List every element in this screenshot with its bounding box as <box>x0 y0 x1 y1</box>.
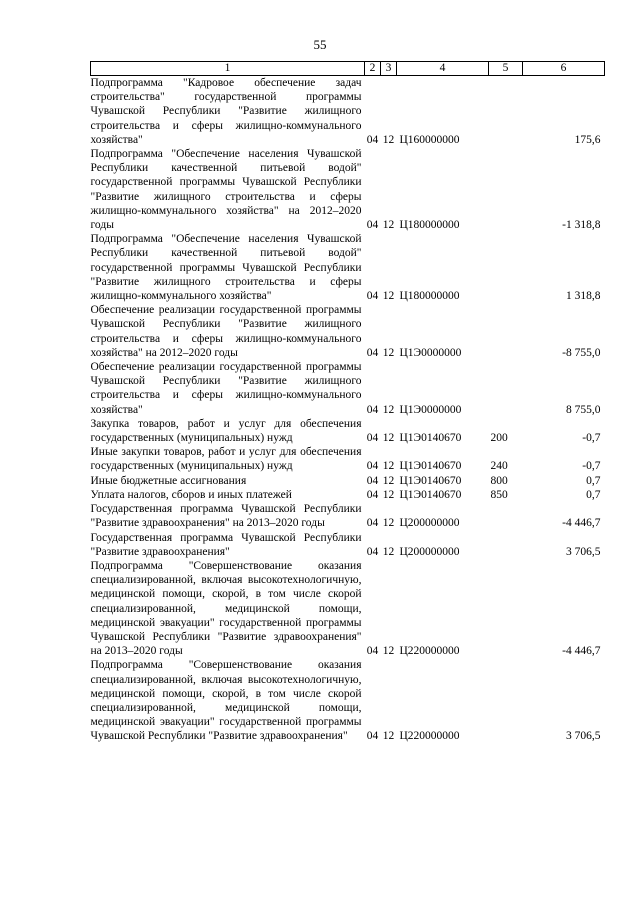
row-subsection: 12 <box>382 432 395 445</box>
table-row <box>91 445 605 473</box>
row-target-article: Ц1Э0140670 <box>399 460 462 473</box>
row-subsection: 12 <box>382 488 395 501</box>
table-row <box>91 147 605 232</box>
row-expense-type <box>489 658 523 743</box>
table-row <box>91 417 605 445</box>
row-target-article: Ц220000000 <box>399 645 460 658</box>
row-section: 04 <box>366 346 379 359</box>
row-target-article: Ц1Э0000000 <box>399 403 462 416</box>
row-section: 04 <box>366 219 379 232</box>
row-amount: 175,6 <box>574 133 601 146</box>
table-row <box>91 76 605 148</box>
row-subsection: 12 <box>382 730 395 743</box>
row-section: 04 <box>366 645 379 658</box>
table-row <box>91 360 605 417</box>
row-expense-type <box>489 531 523 559</box>
row-target-article: Ц180000000 <box>399 290 460 303</box>
row-expense-type: 800 <box>490 474 508 487</box>
table-row <box>91 531 605 559</box>
header-col-5: 5 <box>489 62 523 76</box>
row-subsection: 12 <box>382 133 395 146</box>
header-col-1: 1 <box>91 62 365 76</box>
row-name: Иные закупки товаров, работ и услуг для обеспечения государственных (муниципальных) нужд <box>90 446 362 473</box>
row-amount: -1 318,8 <box>562 219 601 232</box>
row-section: 04 <box>366 403 379 416</box>
row-expense-type <box>489 303 523 360</box>
row-target-article: Ц200000000 <box>399 517 460 530</box>
row-amount: -0,7 <box>582 460 601 473</box>
header-col-3: 3 <box>381 62 397 76</box>
page-number: 55 <box>313 37 327 52</box>
row-amount: -4 446,7 <box>562 645 601 658</box>
header-col-6: 6 <box>523 62 605 76</box>
row-name: Подпрограмма "Совершенствование оказания специализированной, включая высокотехнологичную, медицинской помощи, скорой, в том числе скорой специализированной, медицинской помощи, медицинской эвакуации" государственной программы Чувашской Республики "Развитие здравоохранения" <box>90 659 362 743</box>
row-target-article: Ц180000000 <box>399 219 460 232</box>
row-target-article: Ц1Э0000000 <box>399 346 462 359</box>
table-body <box>91 76 605 744</box>
row-expense-type: 240 <box>490 460 508 473</box>
row-target-article: Ц160000000 <box>399 133 460 146</box>
row-subsection: 12 <box>382 517 395 530</box>
row-subsection: 12 <box>382 219 395 232</box>
row-amount: 1 318,8 <box>566 290 601 303</box>
header-col-2: 2 <box>365 62 381 76</box>
row-expense-type <box>489 502 523 530</box>
row-section: 04 <box>366 133 379 146</box>
row-name: Подпрограмма "Обеспечение населения Чувашской Республики качественной питьевой водой" государственной программы Чувашской Республики "Развитие жилищного строительства и сферы жилищно-коммунального хозяйства" на 2012–2020 годы <box>90 148 362 232</box>
row-name: Подпрограмма "Совершенствование оказания специализированной, включая высокотехнологичную, медицинской помощи, скорой, в том числе скорой специализированной, медицинской помощи, медицинской эвакуации" государственной программы Чувашской Республики "Развитие здравоохранения" на 2013–2020 годы <box>90 559 362 658</box>
row-subsection: 12 <box>382 460 395 473</box>
row-amount: 0,7 <box>586 488 601 501</box>
row-subsection: 12 <box>382 474 395 487</box>
row-expense-type <box>489 76 523 148</box>
row-target-article: Ц1Э0140670 <box>399 474 462 487</box>
row-name: Государственная программа Чувашской Республики "Развитие здравоохранения" на 2013–2020 годы <box>90 503 362 530</box>
row-section: 04 <box>366 517 379 530</box>
row-section: 04 <box>366 545 379 558</box>
row-target-article: Ц220000000 <box>399 730 460 743</box>
row-subsection: 12 <box>382 645 395 658</box>
row-name: Обеспечение реализации государственной программы Чувашской Республики "Развитие жилищного строительства и сферы жилищно-коммунального хозяйства" на 2012–2020 годы <box>90 304 362 359</box>
row-section: 04 <box>366 460 379 473</box>
row-expense-type: 200 <box>490 432 508 445</box>
row-amount: 8 755,0 <box>566 403 601 416</box>
row-amount: -0,7 <box>582 432 601 445</box>
row-amount: 3 706,5 <box>566 545 601 558</box>
row-name: Обеспечение реализации государственной программы Чувашской Республики "Развитие жилищного строительства и сферы жилищно-коммунального хозяйства" <box>90 361 362 416</box>
row-expense-type: 850 <box>490 488 508 501</box>
row-section: 04 <box>366 432 379 445</box>
row-section: 04 <box>366 488 379 501</box>
row-section: 04 <box>366 290 379 303</box>
row-subsection: 12 <box>382 346 395 359</box>
row-name: Закупка товаров, работ и услуг для обеспечения государственных (муниципальных) нужд <box>90 417 362 445</box>
row-section: 04 <box>366 730 379 743</box>
table-row <box>91 488 605 502</box>
row-subsection: 12 <box>382 403 395 416</box>
row-section: 04 <box>366 474 379 487</box>
row-name: Иные бюджетные ассигнования <box>90 474 247 487</box>
row-expense-type <box>489 147 523 232</box>
row-amount: -8 755,0 <box>562 346 601 359</box>
row-expense-type <box>489 559 523 658</box>
row-expense-type <box>489 360 523 417</box>
row-target-article: Ц1Э0140670 <box>399 432 462 445</box>
row-expense-type <box>489 232 523 303</box>
header-col-4: 4 <box>397 62 489 76</box>
table-header <box>91 62 605 76</box>
row-name: Государственная программа Чувашской Республики "Развитие здравоохранения" <box>90 531 362 558</box>
budget-table <box>90 61 605 744</box>
row-subsection: 12 <box>382 290 395 303</box>
row-amount: -4 446,7 <box>562 517 601 530</box>
row-subsection: 12 <box>382 545 395 558</box>
table-row <box>91 232 605 303</box>
row-amount: 0,7 <box>586 474 601 487</box>
row-amount: 3 706,5 <box>566 730 601 743</box>
table-row <box>91 474 605 488</box>
row-target-article: Ц200000000 <box>399 545 460 558</box>
row-name: Подпрограмма "Кадровое обеспечение задач строительства" государственной программы Чувашской Республики "Развитие жилищного строительства и сферы жилищно-коммунального хозяйства" <box>90 77 362 146</box>
table-row <box>91 559 605 658</box>
row-name: Подпрограмма "Обеспечение населения Чувашской Республики качественной питьевой водой" государственной программы Чувашской Республики "Развитие жилищного строительства и сферы жилищно-коммунального хозяйства" <box>90 233 362 303</box>
row-name: Уплата налогов, сборов и иных платежей <box>90 488 292 501</box>
table-row <box>91 658 605 743</box>
table-row <box>91 502 605 530</box>
row-target-article: Ц1Э0140670 <box>399 488 462 501</box>
table-row <box>91 303 605 360</box>
